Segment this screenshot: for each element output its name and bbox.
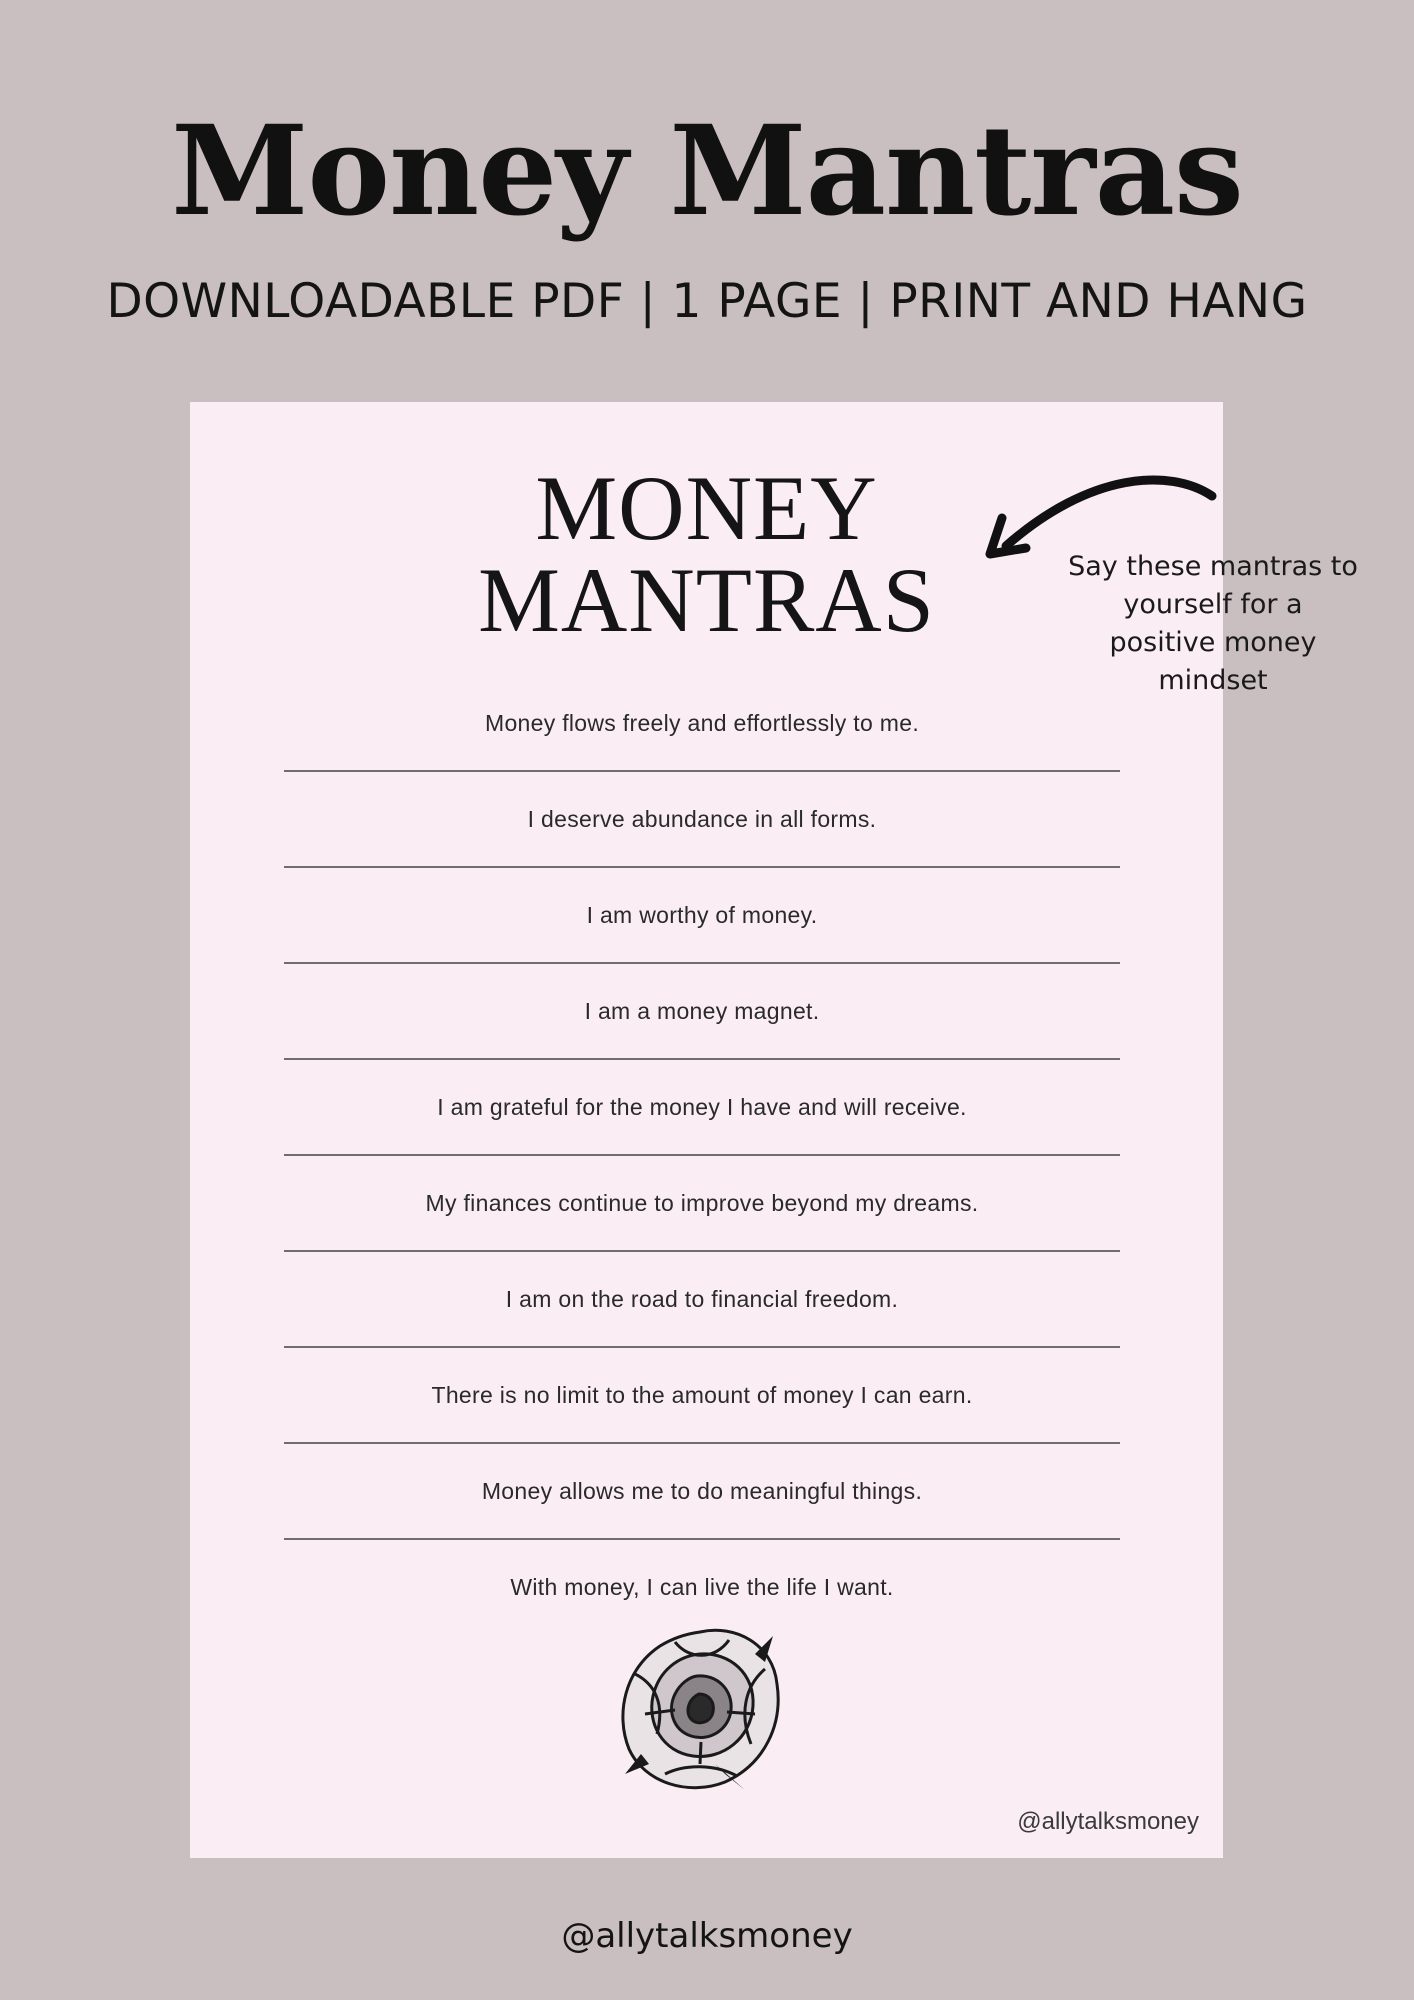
mantra-list [284,676,1120,1634]
curved-arrow-icon [980,462,1220,562]
mantra-item: I deserve abundance in all forms. [527,805,877,832]
mantra-item: I am on the road to financial freedom. [505,1285,899,1312]
mantra-item: I am grateful for the money I have and will receive. [437,1093,967,1120]
mantra-item: Money flows freely and effortlessly to me. [484,709,920,736]
footer-handle: @allytalksmoney [561,1916,853,1956]
mantra-item: There is no limit to the amount of money I can earn. [431,1381,973,1408]
mantra-item: With money, I can live the life I want. [510,1573,894,1600]
mantra-item: My finances continue to improve beyond my dreams. [425,1189,979,1216]
sheet-title-line-2: MANTRAS [478,549,935,651]
callout-text: Say these mantras to yourself for a positive money mindset [1068,551,1358,696]
page-subtitle: DOWNLOADABLE PDF | 1 PAGE | PRINT AND HANG [106,274,1308,329]
sheet-handle: @allytalksmoney [1017,1808,1199,1835]
sheet-title-line-1: MONEY [535,457,878,559]
mantra-item: I am worthy of money. [586,901,818,928]
rose-icon [605,1614,795,1804]
mantra-item: Money allows me to do meaningful things. [481,1477,923,1504]
page-title: Money Mantras [171,99,1243,244]
mantra-item: I am a money magnet. [584,997,820,1024]
